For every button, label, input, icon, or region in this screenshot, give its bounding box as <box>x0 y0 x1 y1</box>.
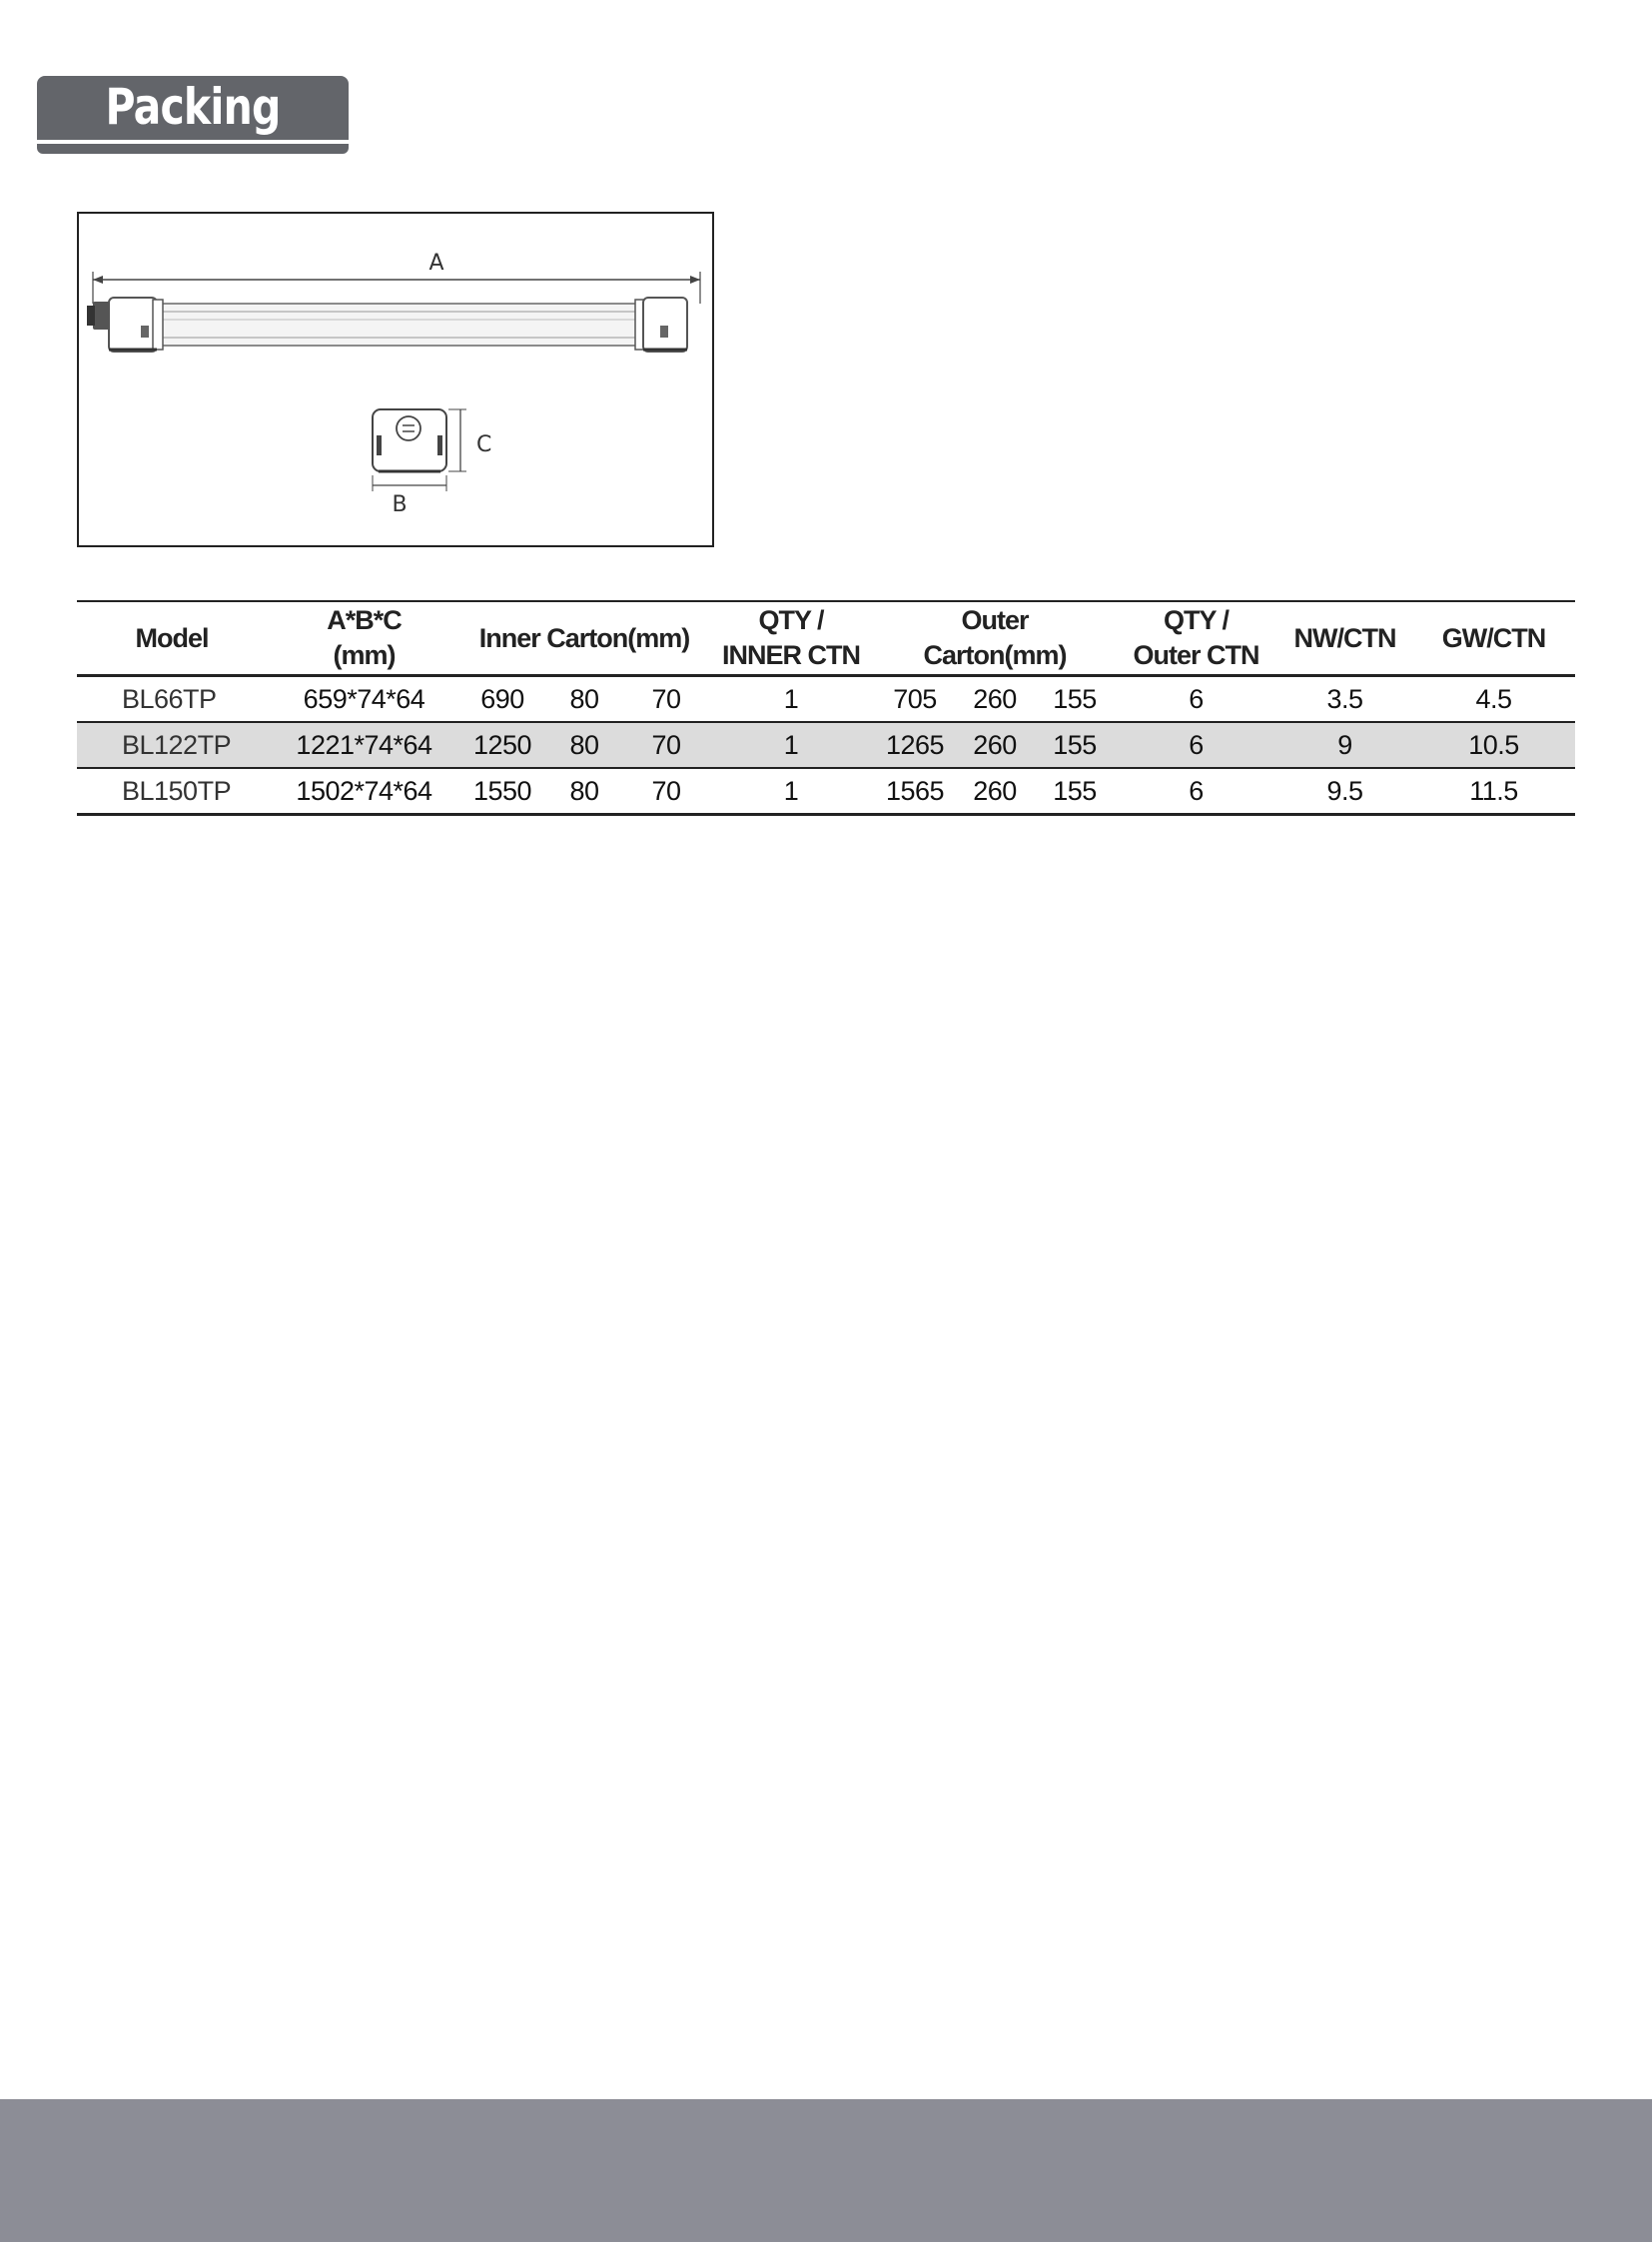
cell-qty-outer: 6 <box>1115 722 1277 768</box>
header-gw: GW/CTN <box>1412 601 1575 676</box>
cell-outer-l: 1265 <box>875 722 955 768</box>
cell-model: BL150TP <box>77 768 267 815</box>
label-b: B <box>392 492 408 517</box>
cell-outer-h: 155 <box>1035 676 1115 723</box>
cell-inner-w: 80 <box>543 768 625 815</box>
header-model: Model <box>77 601 267 676</box>
cell-inner-h: 70 <box>625 768 707 815</box>
header-qty-inner: QTY / INNER CTN <box>707 601 875 676</box>
cell-gw: 11.5 <box>1412 768 1575 815</box>
cell-outer-w: 260 <box>955 722 1035 768</box>
label-a: A <box>428 251 444 276</box>
cell-outer-h: 155 <box>1035 722 1115 768</box>
title-tab-underline <box>37 144 349 154</box>
cell-nw: 3.5 <box>1277 676 1412 723</box>
cell-gw: 4.5 <box>1412 676 1575 723</box>
cell-qty-outer: 6 <box>1115 676 1277 723</box>
header-inner-carton: Inner Carton(mm) <box>461 601 707 676</box>
luminaire-dimension-diagram <box>79 214 712 545</box>
cell-nw: 9.5 <box>1277 768 1412 815</box>
cell-qty-inner: 1 <box>707 676 875 723</box>
cell-qty-inner: 1 <box>707 768 875 815</box>
table-header-row <box>77 601 1575 676</box>
cell-outer-h: 155 <box>1035 768 1115 815</box>
packing-table <box>77 600 1575 816</box>
dimension-line-a <box>93 272 700 304</box>
footer-band <box>0 2099 1652 2242</box>
cell-outer-l: 1565 <box>875 768 955 815</box>
cell-abc: 659*74*64 <box>267 676 461 723</box>
table-row <box>77 768 1575 815</box>
table-row <box>77 676 1575 723</box>
cell-inner-l: 690 <box>461 676 543 723</box>
cell-inner-l: 1550 <box>461 768 543 815</box>
cell-qty-inner: 1 <box>707 722 875 768</box>
dimension-drawing <box>77 212 714 547</box>
table-row <box>77 722 1575 768</box>
cell-inner-l: 1250 <box>461 722 543 768</box>
cell-inner-w: 80 <box>543 722 625 768</box>
cell-nw: 9 <box>1277 722 1412 768</box>
cell-model: BL122TP <box>77 722 267 768</box>
cell-inner-h: 70 <box>625 676 707 723</box>
cell-abc: 1502*74*64 <box>267 768 461 815</box>
cell-abc: 1221*74*64 <box>267 722 461 768</box>
header-outer-carton: Outer Carton(mm) <box>875 601 1115 676</box>
cell-model: BL66TP <box>77 676 267 723</box>
cell-qty-outer: 6 <box>1115 768 1277 815</box>
luminaire-side-view <box>87 298 687 352</box>
cell-inner-w: 80 <box>543 676 625 723</box>
luminaire-end-view <box>373 409 466 491</box>
section-title: Packing <box>105 78 281 136</box>
header-abc: A*B*C (mm) <box>267 601 461 676</box>
cell-outer-w: 260 <box>955 768 1035 815</box>
cell-outer-l: 705 <box>875 676 955 723</box>
cell-outer-w: 260 <box>955 676 1035 723</box>
cell-inner-h: 70 <box>625 722 707 768</box>
label-c: C <box>476 432 492 457</box>
header-qty-outer: QTY / Outer CTN <box>1115 601 1277 676</box>
cell-gw: 10.5 <box>1412 722 1575 768</box>
header-nw: NW/CTN <box>1277 601 1412 676</box>
section-title-tab <box>37 76 349 156</box>
